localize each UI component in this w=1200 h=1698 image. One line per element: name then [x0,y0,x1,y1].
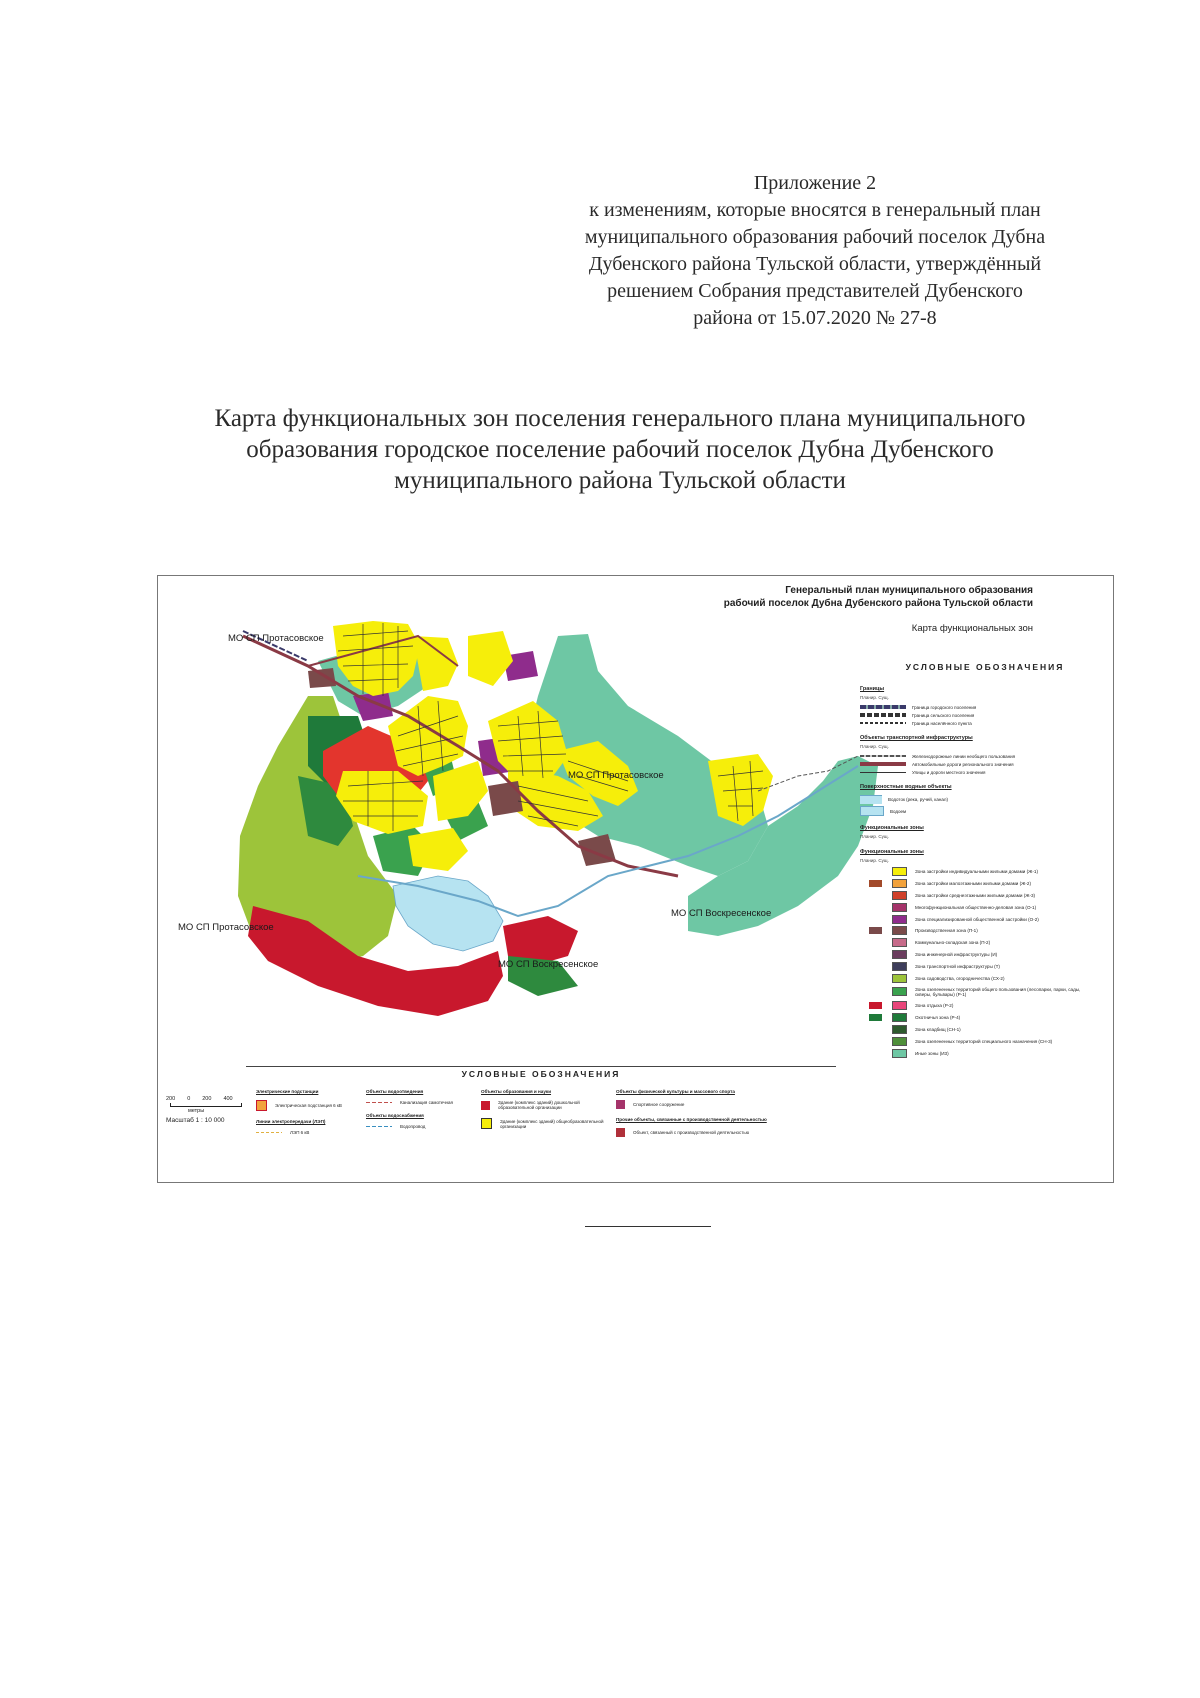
kindergarten-symbol [481,1101,490,1110]
legend-row [616,1100,796,1109]
legend-section-title: Объекты водоотведения [366,1089,424,1094]
legend-row [366,1124,496,1129]
zone-legend-row [860,1012,1110,1024]
zone-label: Многофункциональная общественно-деловая зона (О-1) [915,904,1037,910]
zone-legend-row [860,937,1110,949]
street-symbol [860,772,906,773]
legend-label: Улицы и дороги местного значения [912,769,986,775]
zone-label: Производственная зона (П-1) [915,928,978,934]
zone-legend-row [860,890,1110,902]
powerline-symbol [256,1132,282,1133]
zone-label: Коммунально-складская зона (П-2) [915,940,991,946]
school-symbol [481,1118,492,1129]
border-symbol [860,722,906,724]
neighbor-label: МО СП Протасовское [178,922,274,933]
zone-legend-row [860,1000,1110,1012]
legend-section-title: Функциональные зоны [860,825,924,831]
zone-existing-swatch [892,962,907,971]
zone-label: Зона отдыха (Р-2) [915,1003,954,1009]
legend-row [481,1100,611,1110]
legend-label: Автомобильные дороги регионального значения [912,761,1014,767]
legend-section-title: Объекты водоснабжения [366,1113,424,1118]
zone-planned-swatch [869,868,882,875]
legend-section-title: Электрические подстанции [256,1089,319,1094]
zone-existing-swatch [892,879,907,888]
zone-planned-swatch [869,904,882,911]
infrastructure-legend [246,1066,836,1177]
zone-label: Зона специализированной общественной застройки (О-2) [915,916,1039,922]
zone-planned-swatch [869,975,882,982]
zone-planned-swatch [869,939,882,946]
legend-row [860,752,1110,760]
zone-existing-swatch [892,915,907,924]
zone-list [860,866,1110,1059]
zone-existing-swatch [892,1013,907,1022]
legend-row [860,793,1110,805]
zone-label: Зона инженерной инфраструктуры (И) [915,951,998,957]
zone-label: Иные зоны (И3) [915,1050,949,1056]
zone-existing-swatch [892,867,907,876]
zone-existing-swatch [892,891,907,900]
zoning-map [157,575,1114,1183]
legend-label: Граница населённого пункта [912,720,972,726]
sewer-symbol [366,1102,392,1103]
scale-tick: 200 [202,1096,212,1102]
zone-label: Зона застройки индивидуальными жилыми домами (Ж-1) [915,869,1038,875]
legend-label: Электрическая подстанция 6 кВ [275,1103,342,1108]
zone-legend-row [860,1024,1110,1036]
scale-text: Масштаб 1 : 10 000 [166,1117,225,1124]
appendix-line: Дубенского района Тульской области, утверждённый [588,253,1042,275]
border-symbol [860,705,906,709]
legend-row [860,760,1110,768]
legend-row [860,768,1110,776]
legend-columns: Планир. Сущ. [860,695,889,700]
pond-symbol [860,806,884,816]
zone-planned-swatch [869,1026,882,1033]
legend-columns: Планир. Сущ. [860,744,889,749]
zone-planned-swatch [869,963,882,970]
zone-label: Зона садоводства, огородничества (СХ-2) [915,975,1005,981]
industrial-zone-area [488,781,523,816]
zone-existing-swatch [892,1037,907,1046]
legend-label: Здание (комплекс зданий) дошкольной образовательной организации [498,1100,580,1110]
legend-column [366,1089,496,1137]
legend-columns: Планир. Сущ. [860,858,889,863]
zone-existing-swatch [892,1025,907,1034]
scale-line [170,1103,242,1107]
map-subheader: Карта функциональных зон [911,623,1033,634]
legend-section-title: Прочие объекты, связанные с производственной деятельностью [616,1117,767,1122]
zone-legend-row [860,1035,1110,1047]
zone-legend-row [860,866,1110,878]
legend-row [860,711,1110,719]
appendix-line: муниципального образования рабочий поселок Дубна [584,226,1046,248]
zone-legend-row [860,878,1110,890]
appendix-line: к изменениям, которые вносятся в генеральный план [589,199,1041,221]
road-symbol [860,762,906,766]
zone-planned-swatch [869,892,882,899]
water-pipe-symbol [366,1126,392,1127]
legend-label: Граница городского поселения [912,704,977,710]
zone-planned-swatch [869,916,882,923]
zone-label: Охотничья зона (Р-4) [915,1015,961,1021]
scale-bar [166,1096,242,1124]
scale-unit: метры [188,1108,205,1114]
railway-symbol [860,755,906,757]
legend-row [616,1128,796,1137]
scale-ticks [166,1096,242,1102]
zone-label: Зона застройки малоэтажными жилыми домами (Ж-2) [915,881,1032,887]
legend-label: Канализация самотечная [400,1100,453,1105]
zone-existing-swatch [892,1049,907,1058]
residential-zone-area [468,631,513,686]
lake [393,876,503,951]
scale-tick: 400 [223,1096,233,1102]
zone-legend-row [860,1047,1110,1059]
legend-title: УСЛОВНЫЕ ОБОЗНАЧЕНИЯ [461,1069,621,1079]
zone-planned-swatch [869,1038,882,1045]
legend-label: ЛЭП 6 кВ [290,1130,310,1135]
zone-planned-swatch [869,927,882,934]
legend-column [616,1089,796,1145]
legend-section-title: Поверхностные водные объекты [860,784,952,790]
map-legend [860,654,1110,1124]
legend-section-title: Объекты транспортной инфраструктуры [860,735,973,741]
zone-existing-swatch [892,950,907,959]
legend-label: Водопровод [400,1124,426,1129]
zone-planned-swatch [869,988,882,995]
scale-tick: 200 [166,1096,176,1102]
title-line: Карта функциональных зон поселения генерального плана муниципального [214,405,1026,432]
substation-symbol [256,1100,267,1111]
zone-legend-row [860,925,1110,937]
stream-symbol [860,795,882,804]
appendix-header [520,170,1110,332]
zone-legend-row [860,949,1110,961]
legend-title: УСЛОВНЫЕ ОБОЗНАЧЕНИЯ [905,662,1065,672]
zone-label: Зона озелененных территорий специального назначения (СН-3) [915,1038,1053,1044]
legend-section-title: Объекты физической культуры и массового спорта [616,1089,735,1094]
map-header-line: Генеральный план муниципального образования [785,585,1033,596]
legend-section-title: Границы [860,686,885,692]
legend-section-title: Линии электропередачи (ЛЭП) [256,1119,326,1124]
legend-columns: Планир. Сущ. [860,834,889,839]
zone-planned-swatch [869,951,882,958]
legend-section-title: Функциональные зоны [860,849,924,855]
zone-legend-row [860,901,1110,913]
appendix-line: Приложение 2 [753,172,877,194]
industrial-zone-area [308,668,336,688]
legend-row [366,1100,496,1105]
legend-column [481,1089,611,1137]
zone-planned-swatch [869,1050,882,1057]
legend-row [860,805,1110,817]
zone-legend-row [860,972,1110,984]
zone-planned-swatch [869,1014,882,1021]
legend-label: Граница сельского поселения [912,712,975,718]
neighbor-label: МО СП Воскресенское [498,959,599,970]
zone-label: Зона транспортной инфраструктуры (Т) [915,963,1000,969]
legend-label: Объект, связанный с производственной деятельностью [633,1130,750,1135]
zone-label: Зона кладбищ (СН-1) [915,1026,961,1032]
neighbor-label: МО СП Протасовское [568,770,664,781]
appendix-line: решением Собрания представителей Дубенского [607,280,1023,302]
border-symbol [860,713,906,717]
residential-zone-area [388,696,468,776]
zone-label: Зона озелененных территорий общего пользования (лесопарки, парки, сады, скверы, бульвары) (Р-1) [915,986,1081,997]
sports-facility-symbol [616,1100,625,1109]
title-line: образования городское поселение рабочий поселок Дубна Дубенского [246,436,994,463]
legend-row [860,719,1110,727]
scale-tick: 0 [187,1096,191,1102]
zone-planned-swatch [869,880,882,887]
zone-legend-row [860,984,1110,1000]
map-header [724,584,1033,610]
zone-legend-row [860,960,1110,972]
zone-existing-swatch [892,974,907,983]
title-line: муниципального района Тульской области [394,467,846,494]
legend-row [860,703,1110,711]
closing-rule [585,1226,711,1227]
map-header-line: рабочий поселок Дубна Дубенского района Тульской области [723,598,1033,609]
neighbor-label: МО СП Воскресенское [671,908,772,919]
appendix-line: района от 15.07.2020 № 27-8 [693,307,937,329]
legend-label: Железнодорожные линии необщего пользования [912,753,1016,759]
legend-label: Водоток (река, ручей, канал) [888,796,948,802]
zone-legend-row [860,913,1110,925]
document-title [150,403,1090,496]
legend-section-title: Объекты образования и науки [481,1089,552,1094]
neighbor-label: МО СП Протасовское [228,633,324,644]
zone-existing-swatch [892,926,907,935]
zone-existing-swatch [892,903,907,912]
zone-existing-swatch [892,938,907,947]
zone-existing-swatch [892,1001,907,1010]
zone-planned-swatch [869,1002,882,1009]
legend-row [481,1118,611,1129]
legend-label: Спортивное сооружение [633,1102,685,1107]
legend-label: Водоем [890,808,907,814]
zone-label: Зона застройки среднеэтажными жилыми домами (Ж-3) [915,892,1036,898]
legend-label: Здание (комплекс зданий) общеобразовательной организации [500,1118,604,1129]
industrial-object-symbol [616,1128,625,1137]
zone-existing-swatch [892,987,907,996]
